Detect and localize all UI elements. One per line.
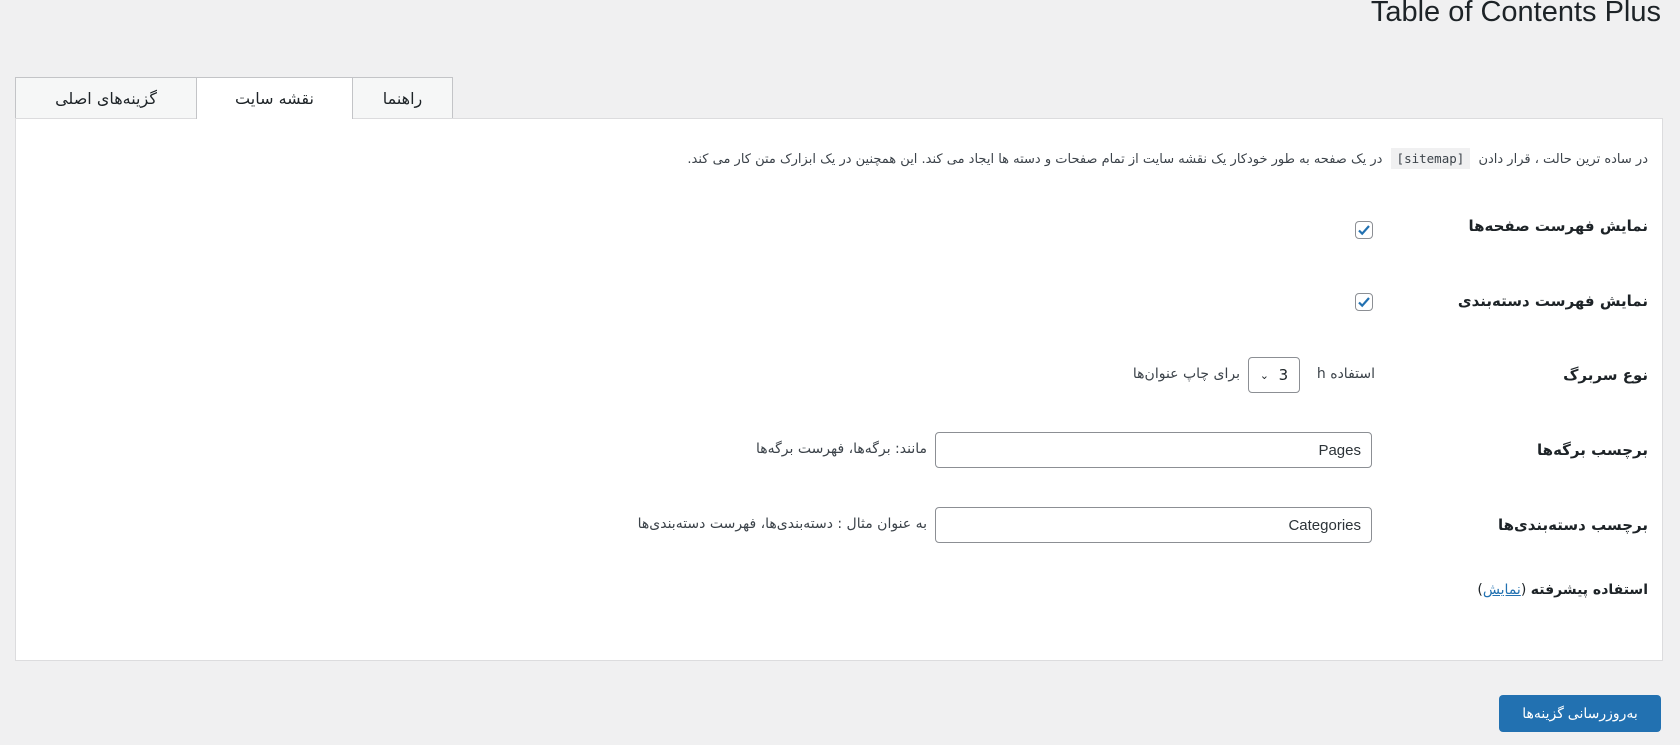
intro-text: [687, 151, 1648, 167]
show-pages-label: نمایش فهرست صفحه‌ها: [1468, 217, 1648, 235]
save-button[interactable]: به‌روزرسانی گزینه‌ها: [1499, 695, 1661, 732]
checkmark-icon: [1357, 223, 1371, 237]
settings-panel: [15, 118, 1663, 661]
advanced-show-link[interactable]: نمایش: [1482, 582, 1521, 598]
heading-level-value: 3: [1278, 366, 1289, 384]
pages-label-label: برچسب برگه‌ها: [1537, 441, 1648, 459]
heading-prefix-text: استفاده: [1330, 366, 1375, 382]
advanced-usage-label: استفاده پیشرفته: [1530, 582, 1648, 598]
tab-label: گزینه‌های اصلی: [55, 88, 157, 108]
show-categories-label: نمایش فهرست دسته‌بندی: [1457, 292, 1648, 310]
checkmark-icon: [1357, 295, 1371, 309]
tab-main-options[interactable]: [15, 77, 197, 118]
page-title: Table of Contents Plus: [1370, 0, 1661, 28]
heading-h: h: [1316, 366, 1326, 382]
pages-label-input[interactable]: [935, 432, 1372, 468]
categories-label-input[interactable]: [935, 507, 1372, 543]
heading-prefix: [1317, 366, 1375, 382]
heading-level-select[interactable]: [1248, 357, 1300, 393]
tab-help[interactable]: [352, 77, 453, 118]
intro-after: در یک صفحه به طور خودکار یک نقشه سایت از تمام صفحات و دسته ها ایجاد می کند. این همچنین در یک ابزارک متن کار می کند.: [687, 152, 1383, 167]
chevron-down-icon: ⌄: [1259, 368, 1270, 382]
categories-label-label: برچسب دسته‌بندی‌ها: [1497, 516, 1648, 534]
tab-sitemap[interactable]: [196, 77, 353, 119]
pages-label-hint: مانند: برگه‌ها، فهرست برگه‌ها: [755, 441, 927, 457]
shortcode: [sitemap]: [1391, 148, 1471, 169]
advanced-usage: استفاده پیشرفته (نمایش): [1477, 582, 1648, 598]
tab-label: نقشه سایت: [235, 89, 314, 108]
heading-suffix: برای چاپ عنوان‌ها: [1132, 366, 1240, 382]
show-pages-checkbox[interactable]: [1355, 221, 1373, 239]
show-categories-checkbox[interactable]: [1355, 293, 1373, 311]
intro-before: در ساده ترین حالت ، قرار دادن: [1478, 152, 1648, 167]
tab-label: راهنما: [382, 88, 423, 108]
heading-type-label: نوع سربرگ: [1563, 366, 1648, 384]
categories-label-hint: به عنوان مثال : دسته‌بندی‌ها، فهرست دسته‌بندی‌ها: [637, 516, 927, 532]
